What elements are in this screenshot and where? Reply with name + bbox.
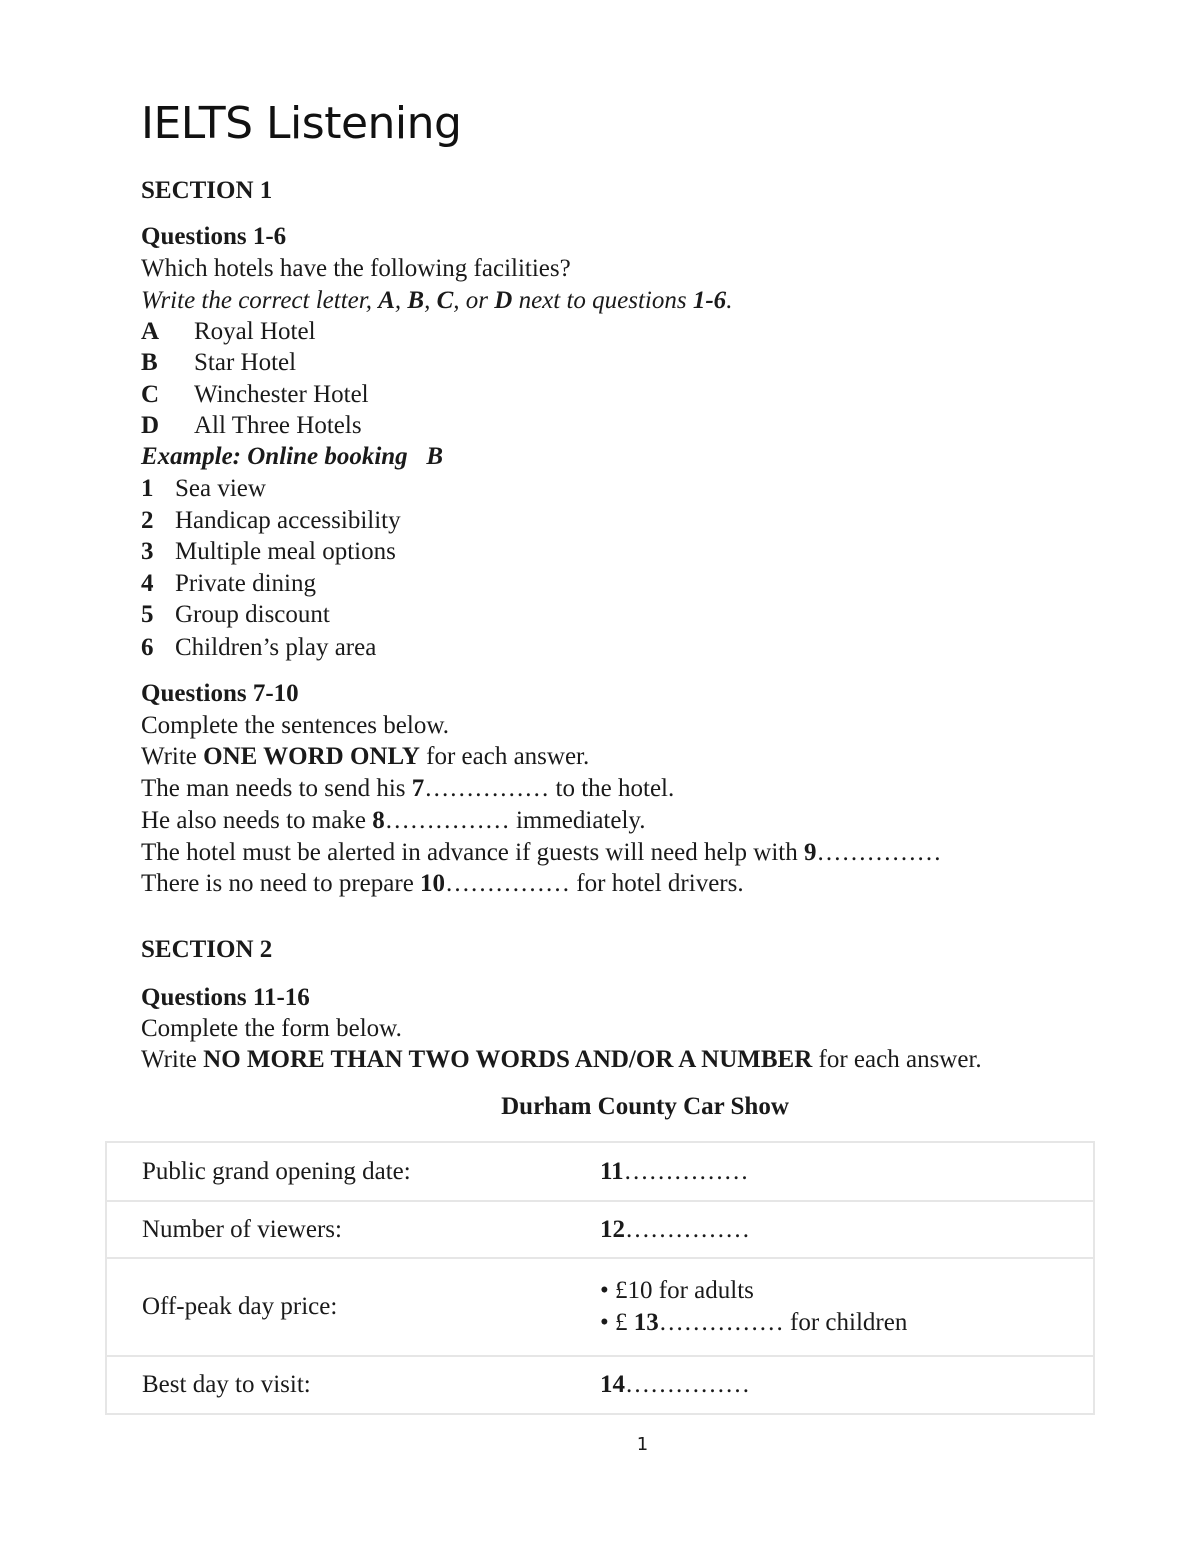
question-5: 5 Group discount xyxy=(141,601,330,628)
sentence-10: There is no need to prepare 10…………… for hotel drivers. xyxy=(141,870,744,897)
questions-11-16-instruction: Write NO MORE THAN TWO WORDS AND/OR A NUMBER for each answer. xyxy=(141,1046,982,1073)
form-answer-11: 11…………… xyxy=(600,1157,749,1185)
form-row xyxy=(106,1258,1094,1356)
form-answer-12: 12…………… xyxy=(600,1201,1094,1258)
questions-7-10-heading: Questions 7-10 xyxy=(141,680,299,707)
page-title: IELTS Listening xyxy=(141,98,462,149)
questions-1-6-prompt: Which hotels have the following facilities? xyxy=(141,255,571,282)
form-label: Number of viewers: xyxy=(106,1201,600,1258)
form-title: Durham County Car Show xyxy=(501,1093,789,1120)
questions-11-16-heading: Questions 11-16 xyxy=(141,984,310,1011)
price-children: • £ 13…………… for children xyxy=(600,1309,908,1336)
car-show-form xyxy=(105,1141,1095,1415)
questions-7-10-instruction: Write ONE WORD ONLY for each answer. xyxy=(141,743,590,770)
question-1: 1 Sea view xyxy=(141,475,266,502)
option-d: D All Three Hotels xyxy=(141,412,362,439)
form-answer-14: 14…………… xyxy=(600,1356,1094,1414)
form-row xyxy=(106,1356,1094,1414)
page-number: 1 xyxy=(636,1434,649,1455)
section-1-heading: SECTION 1 xyxy=(141,177,273,204)
sentence-8: He also needs to make 8…………… immediately. xyxy=(141,807,646,834)
price-adults: • £10 for adults xyxy=(600,1277,754,1304)
sentence-7: The man needs to send his 7…………… to the hotel. xyxy=(141,775,675,802)
form-row xyxy=(106,1201,1094,1258)
option-b: B Star Hotel xyxy=(141,349,297,376)
question-2: 2 Handicap accessibility xyxy=(141,507,401,534)
form-label: Public grand opening date: xyxy=(142,1157,411,1185)
questions-7-10-prompt: Complete the sentences below. xyxy=(141,712,450,739)
questions-1-6-heading: Questions 1-6 xyxy=(141,223,287,250)
question-3: 3 Multiple meal options xyxy=(141,538,396,565)
example-line: Example: Online booking B xyxy=(141,443,444,470)
option-a: A Royal Hotel xyxy=(141,318,316,345)
form-row xyxy=(106,1142,1094,1201)
question-4: 4 Private dining xyxy=(141,570,316,597)
sentence-9: The hotel must be alerted in advance if guests will need help with 9…………… xyxy=(141,839,942,866)
form-answer-13 xyxy=(600,1258,1094,1356)
questions-11-16-prompt: Complete the form below. xyxy=(141,1015,402,1042)
question-6: 6 Children’s play area xyxy=(141,634,377,661)
form-label: Off-peak day price: xyxy=(106,1258,600,1356)
form-label: Best day to visit: xyxy=(106,1356,600,1414)
option-c: C Winchester Hotel xyxy=(141,381,369,408)
section-2-heading: SECTION 2 xyxy=(141,936,273,963)
questions-1-6-instruction: Write the correct letter, A, B, C, or D next to questions 1-6. xyxy=(141,287,733,314)
